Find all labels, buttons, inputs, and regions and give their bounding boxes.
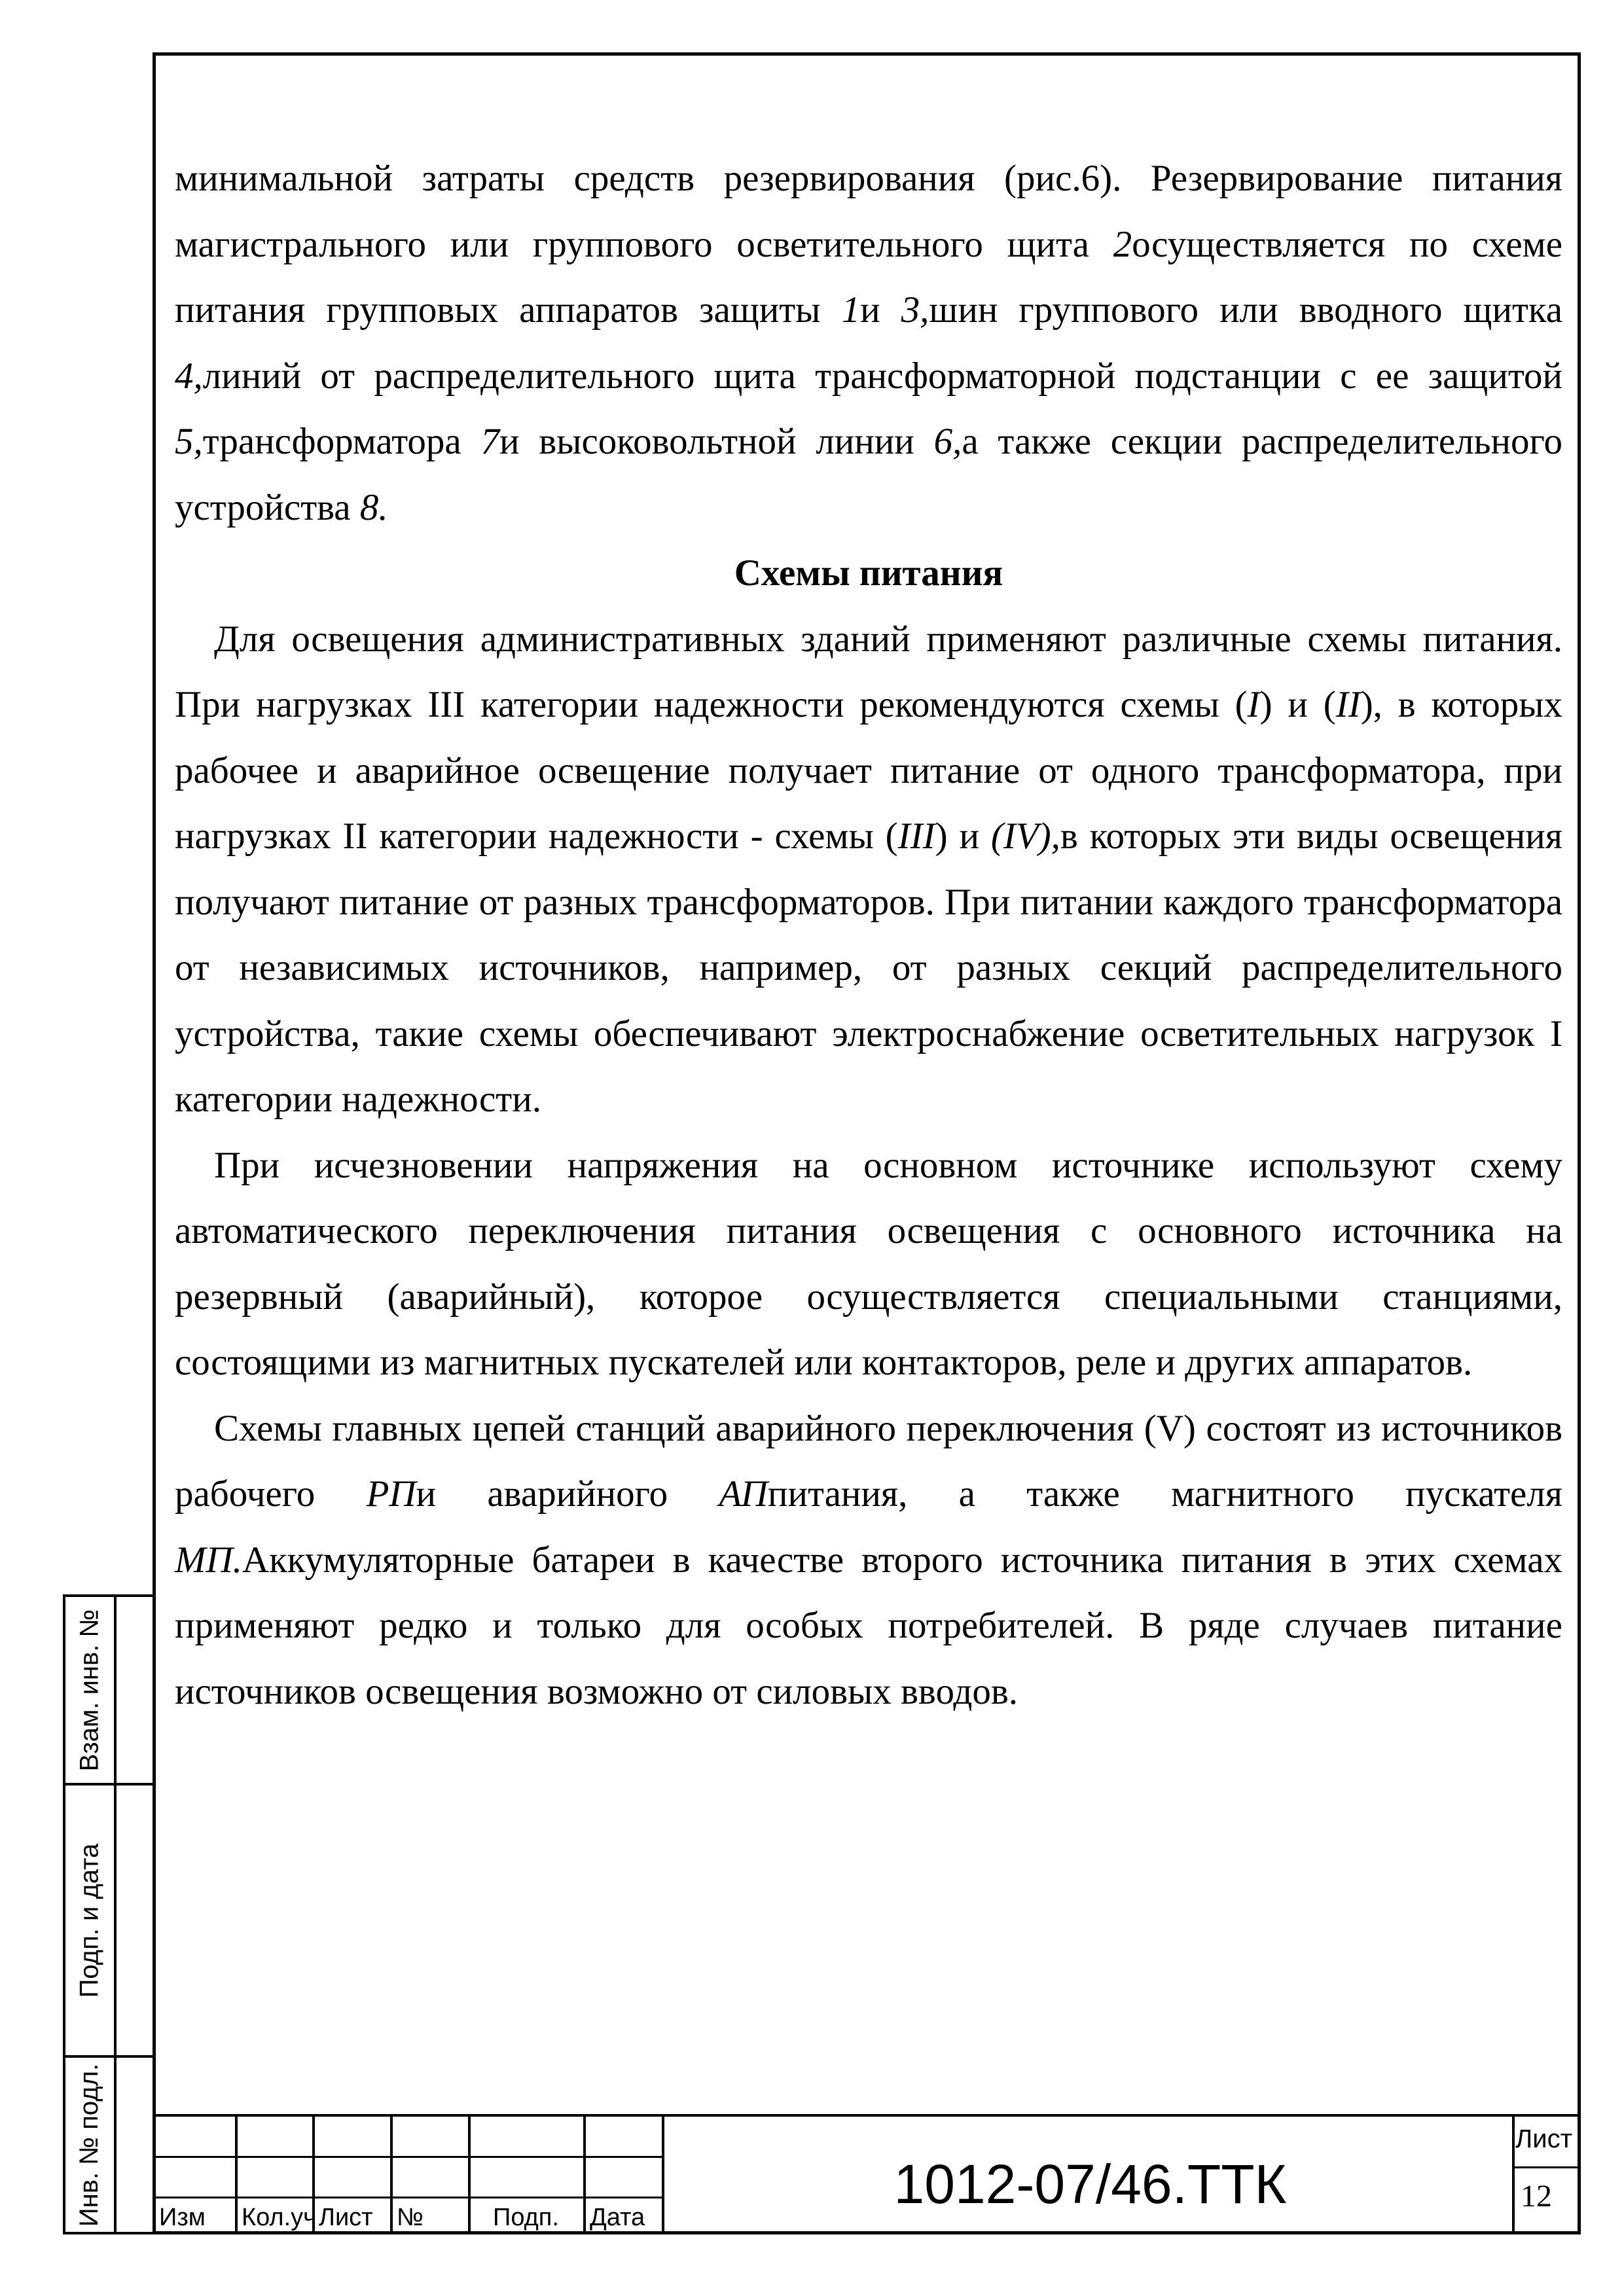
sheet-label: Лист — [1515, 2125, 1572, 2153]
title-block-col-line — [468, 2117, 471, 2234]
paragraph-3: При исчезновении напряжения на основном источнике используют схему автоматического переключения питания освещения с основного источника на резервный (аварийный), которое осуществляется специальными станциями, состоящими из магнитных пускателей или контакторов, реле и других аппаратов. — [175, 1144, 1562, 1383]
document-body — [175, 146, 1562, 1725]
col-label-podp: Подп. — [493, 2203, 559, 2231]
stamp-vzam-inv — [63, 1594, 153, 1785]
title-block-col-line — [662, 2117, 664, 2234]
stamp-inv-podl-label: Инв. № подл. — [75, 2063, 104, 2227]
document-code: 1012-07/46.ТТК — [893, 2153, 1287, 2215]
stamp-podp-data — [63, 1783, 153, 2058]
col-label-kol-uch: Кол.уч — [242, 2203, 316, 2231]
title-block-sheet-line — [1512, 2166, 1581, 2168]
paragraph-2: Для освещения административных зданий применяют различные схемы питания. При нагрузках III категории надежности рекомендуются схемы (I) и (II), в которых рабочее и аварийное освещение получает питание от одного трансформатора, при нагрузках II категории надежности - схемы (III) и (IV),в которых эти виды освещения получают питание от разных трансформаторов. При питании каждого трансформатора от независимых источников, например, от разных секций распределительного устройства, такие схемы обеспечивают электроснабжение осветительных нагрузок I категории надежности. — [175, 618, 1562, 1120]
stamp-inv-podl — [63, 2055, 153, 2234]
paragraph-1: минимальной затраты средств резервирования (рис.6). Резервирование питания магистрального или группового осветительного щита 2осуществляется по схеме питания групповых аппаратов защиты 1и 3,шин группового или вводного щитка 4,линий от распределительного щита трансформаторной подстанции с ее защитой 5,трансформатора 7и высоковольтной линии 6,а также секции распределительного устройства 8. — [175, 158, 1563, 528]
col-label-list: Лист — [319, 2203, 373, 2231]
title-block-row-line — [153, 2156, 663, 2158]
col-label-data: Дата — [590, 2203, 645, 2231]
stamp-vzam-inv-label: Взам. инв. № — [75, 1609, 104, 1771]
paragraph-4: Схемы главных цепей станций аварийного переключения (V) состоят из источников рабочего РПи аварийного АПпитания, а также магнитного пускателя МП.Аккумуляторные батареи в качестве второго источника питания в этих схемах применяют редко и только для особых потребителей. В ряде случаев питание источников освещения возможно от силовых вводов. — [175, 1407, 1562, 1712]
title-block-row-line — [153, 2197, 663, 2198]
col-label-izm: Изм — [159, 2203, 206, 2231]
sheet-number: 12 — [1521, 2179, 1552, 2214]
title-block — [153, 2114, 1581, 2234]
col-label-number: № — [397, 2203, 424, 2231]
title-block-col-line — [1512, 2117, 1515, 2234]
stamp-podp-data-label: Подп. и дата — [75, 1843, 104, 1998]
section-heading: Схемы питания — [734, 552, 1003, 594]
